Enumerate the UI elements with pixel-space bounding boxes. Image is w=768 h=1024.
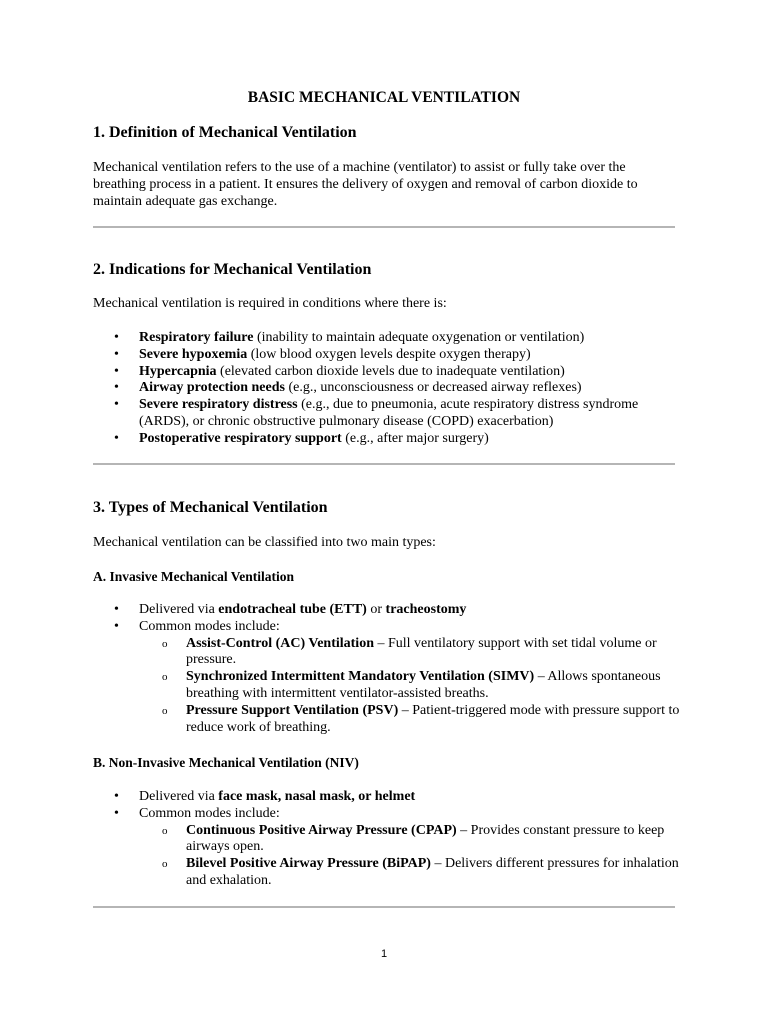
- list-item: o Pressure Support Ventilation (PSV) – Patient-triggered mode with pressure support to reduce work of breathing.: [139, 703, 683, 737]
- list-item: • Delivered via endotracheal tube (ETT) or tracheostomy: [93, 602, 683, 619]
- list-item: • Severe respiratory distress (e.g., due to pneumonia, acute respiratory distress syndrome (ARDS), or chronic obstructive pulmonary disease (COPD) exacerbation): [93, 397, 683, 431]
- divider: [93, 226, 675, 228]
- invasive-list: [93, 602, 683, 736]
- divider: [93, 463, 675, 465]
- section-2-intro: Mechanical ventilation is required in conditions where there is:: [93, 296, 447, 311]
- document-title: BASIC MECHANICAL VENTILATION: [247, 89, 521, 106]
- list-item: • Common modes include: o Continuous Positive Airway Pressure (CPAP) – Provides constant pressure to keep airways open. o Bilevel Positive Airway Pressure (BiPAP) – Delivers different pressures for inhalation and exhalation.: [93, 806, 683, 890]
- list-item: • Airway protection needs (e.g., unconsciousness or decreased airway reflexes): [93, 380, 683, 397]
- section-1-paragraph: Mechanical ventilation refers to the use of a machine (ventilator) to assist or fully take over the breathing process in a patient. It ensures the delivery of oxygen and removal of carbon dioxide to maintain adequate gas exchange.: [93, 160, 638, 209]
- niv-modes-list: [139, 823, 683, 890]
- section-2-heading: 2. Indications for Mechanical Ventilation: [93, 261, 372, 278]
- list-item: • Delivered via face mask, nasal mask, or helmet: [93, 789, 683, 806]
- subsection-b-heading: B. Non-Invasive Mechanical Ventilation (NIV): [93, 755, 359, 770]
- list-item: o Synchronized Intermittent Mandatory Ventilation (SIMV) – Allows spontaneous breathing with intermittent ventilator-assisted breaths.: [139, 669, 683, 703]
- list-item: • Hypercapnia (elevated carbon dioxide levels due to inadequate ventilation): [93, 364, 683, 381]
- section-3-intro: Mechanical ventilation can be classified into two main types:: [93, 535, 436, 550]
- list-item: • Respiratory failure (inability to maintain adequate oxygenation or ventilation): [93, 330, 683, 347]
- list-item: o Assist-Control (AC) Ventilation – Full ventilatory support with set tidal volume or pressure.: [139, 636, 683, 670]
- list-item: • Postoperative respiratory support (e.g., after major surgery): [93, 431, 683, 448]
- divider: [93, 906, 675, 908]
- subsection-a-heading: A. Invasive Mechanical Ventilation: [93, 569, 295, 584]
- page-number: 1: [380, 948, 388, 960]
- invasive-modes-list: [139, 636, 683, 737]
- list-item: o Continuous Positive Airway Pressure (CPAP) – Provides constant pressure to keep airways open.: [139, 823, 683, 857]
- section-3-heading: 3. Types of Mechanical Ventilation: [93, 499, 328, 516]
- list-item: • Severe hypoxemia (low blood oxygen levels despite oxygen therapy): [93, 347, 683, 364]
- niv-list: [93, 789, 683, 890]
- list-item: o Bilevel Positive Airway Pressure (BiPAP) – Delivers different pressures for inhalation and exhalation.: [139, 856, 683, 890]
- list-item: • Common modes include: o Assist-Control (AC) Ventilation – Full ventilatory support with set tidal volume or pressure. o Synchronized Intermittent Mandatory Ventilation (SIMV) – Allows spontaneous breathing with intermittent ventilator-assisted breaths. o Pressure Support Ventilation (PSV) – Patient-triggered mode with pressure support to reduce work of breathing.: [93, 619, 683, 737]
- indications-list: [93, 330, 683, 448]
- section-1-heading: 1. Definition of Mechanical Ventilation: [93, 124, 357, 141]
